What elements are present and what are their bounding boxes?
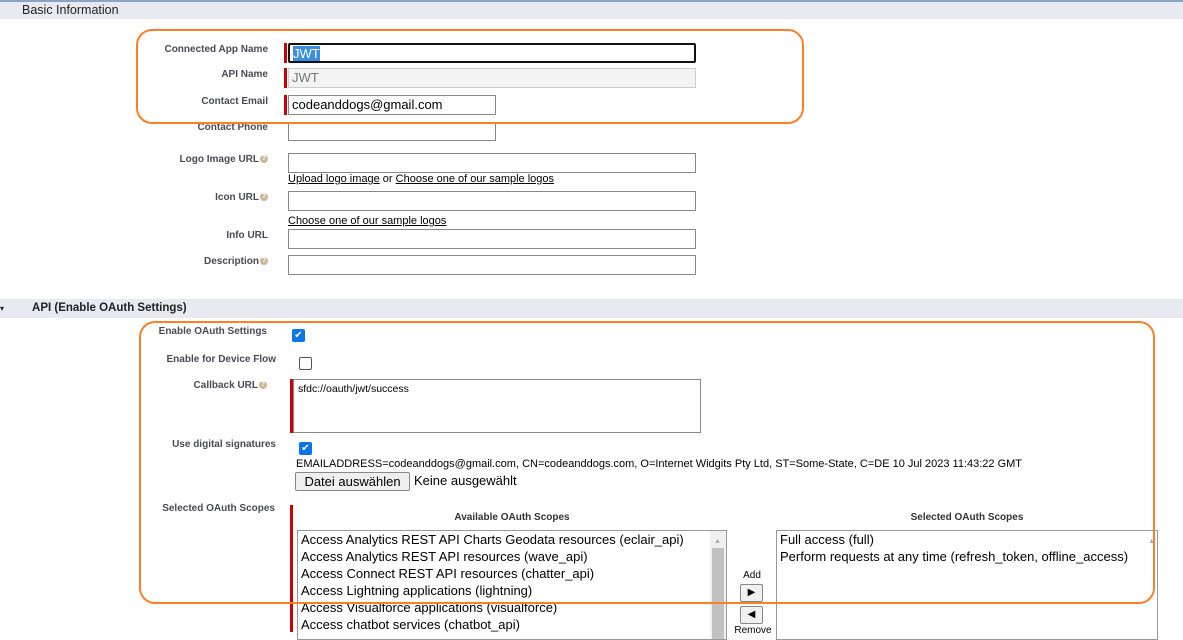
scrollbar[interactable] — [710, 531, 726, 640]
upload-logo-link[interactable]: Upload logo image — [288, 173, 380, 185]
section-title: Basic Information — [22, 3, 119, 17]
scope-option[interactable]: Access chatbot services (chatbot_api) — [301, 617, 520, 632]
icon-url-input[interactable] — [288, 191, 696, 211]
available-scopes-list[interactable] — [297, 530, 727, 640]
add-label: Add — [743, 570, 761, 581]
label-text: Icon URL — [215, 192, 259, 203]
icon-links — [288, 211, 446, 229]
file-status: Keine ausgewählt — [414, 473, 517, 488]
help-icon[interactable]: ? — [261, 155, 267, 163]
contact-email-input[interactable]: codeanddogs@gmail.com — [288, 95, 496, 115]
label-text: Callback URL — [193, 380, 258, 391]
scroll-up-icon[interactable]: ▲ — [714, 538, 721, 545]
scope-option[interactable]: Access Visualforce applications (visualforce) — [301, 600, 558, 615]
remove-scope-button[interactable] — [740, 606, 763, 624]
remove-label: Remove — [734, 625, 772, 636]
logo-image-url-label — [18, 154, 268, 165]
description-input[interactable] — [288, 255, 696, 275]
section-title: API (Enable OAuth Settings) — [32, 302, 187, 314]
contact-email-label: Contact Email — [201, 96, 268, 107]
scope-option[interactable]: Access Analytics REST API resources (wave_api) — [301, 549, 588, 564]
scroll-up-icon[interactable]: ▲ — [1148, 538, 1155, 545]
arrow-right-icon: ▶ — [747, 587, 756, 598]
help-icon[interactable]: ? — [260, 381, 266, 389]
selected-scopes-header: Selected OAuth Scopes — [910, 512, 1024, 523]
info-url-input[interactable] — [288, 229, 696, 249]
selected-scopes-list[interactable] — [776, 530, 1158, 640]
icon-url-label — [18, 192, 268, 203]
required-indicator — [284, 68, 287, 88]
scope-option[interactable]: Perform requests at any time (refresh_token, offline_access) — [780, 549, 1129, 564]
sample-icons-link[interactable]: Choose one of our sample logos — [288, 215, 447, 227]
description-label — [18, 256, 268, 267]
api-name-input[interactable]: JWT — [288, 68, 696, 88]
enable-oauth-checkbox[interactable]: ✔ — [292, 329, 305, 342]
digital-signatures-label: Use digital signatures — [172, 439, 276, 450]
label-text: Logo Image URL — [179, 154, 259, 165]
device-flow-label: Enable for Device Flow — [166, 354, 276, 365]
logo-image-url-input[interactable] — [288, 153, 696, 173]
info-url-label: Info URL — [226, 230, 268, 241]
basic-information-header — [0, 0, 1183, 19]
api-oauth-header[interactable] — [0, 299, 1183, 318]
required-indicator — [284, 43, 287, 63]
scope-option[interactable]: Access Analytics REST API Charts Geodata resources (eclair_api) — [301, 532, 684, 547]
callback-url-label — [17, 380, 267, 391]
sample-logos-link[interactable]: Choose one of our sample logos — [395, 173, 555, 185]
required-indicator — [284, 95, 287, 115]
label-text: Description — [203, 256, 259, 267]
connected-app-name-input[interactable] — [288, 43, 696, 63]
required-indicator — [290, 505, 293, 632]
collapse-triangle-icon[interactable]: ▾ — [0, 304, 5, 313]
device-flow-checkbox[interactable] — [299, 357, 312, 370]
logo-links — [288, 173, 554, 185]
help-icon[interactable]: ? — [261, 193, 267, 201]
help-icon[interactable]: ? — [261, 257, 267, 265]
choose-file-button[interactable]: Datei auswählen — [295, 472, 410, 491]
available-scopes-header: Available OAuth Scopes — [454, 512, 570, 523]
add-scope-button[interactable] — [740, 584, 763, 602]
oauth-scopes-label: Selected OAuth Scopes — [162, 503, 275, 514]
digital-signatures-checkbox[interactable]: ✔ — [299, 442, 312, 455]
api-name-label: API Name — [221, 69, 268, 80]
or-text: or — [382, 173, 393, 185]
scope-option[interactable]: Access Connect REST API resources (chatter_api) — [301, 566, 595, 581]
certificate-info: EMAILADDRESS=codeanddogs@gmail.com, CN=codeanddogs.com, O=Internet Widgits Pty Ltd, ST=Some-State, C=DE 10 Jul 2023 11:43:22 GMT — [296, 458, 1023, 470]
scrollbar-thumb[interactable] — [712, 548, 724, 640]
scope-option[interactable]: Full access (full) — [780, 532, 874, 547]
scope-option[interactable]: Access Lightning applications (lightning) — [301, 583, 533, 598]
arrow-left-icon: ◀ — [747, 609, 756, 620]
callback-url-textarea[interactable]: sfdc://oauth/jwt/success — [293, 379, 701, 433]
enable-oauth-label: Enable OAuth Settings — [158, 326, 267, 337]
contact-phone-label: Contact Phone — [197, 122, 268, 133]
selected-text: JWT — [293, 46, 320, 61]
contact-phone-input[interactable] — [288, 122, 496, 141]
connected-app-name-label: Connected App Name — [164, 44, 268, 55]
